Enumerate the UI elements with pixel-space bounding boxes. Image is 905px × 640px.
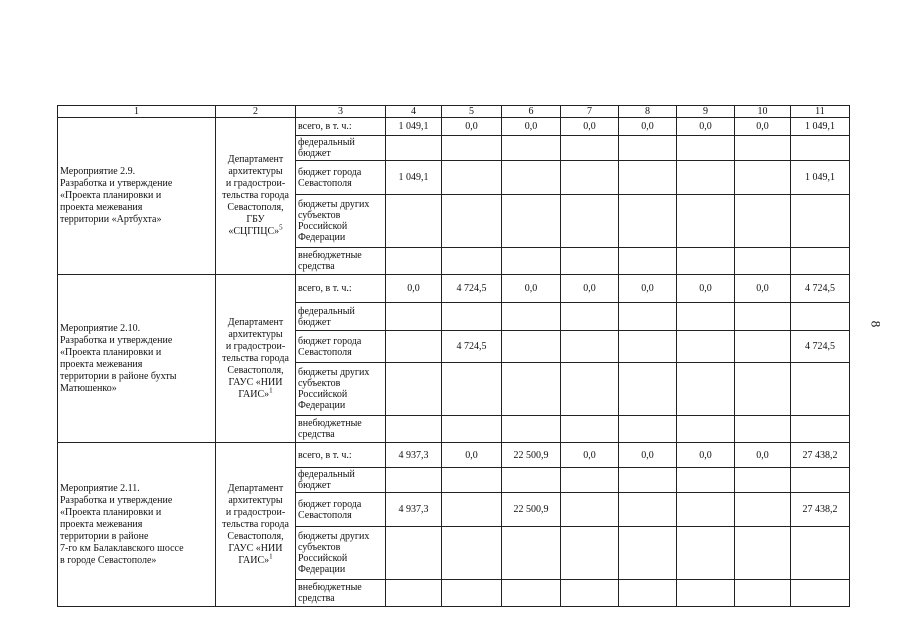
amount-cell bbox=[502, 331, 561, 363]
column-header: 6 bbox=[502, 106, 561, 118]
amount-cell: 0,0 bbox=[677, 443, 735, 468]
text-line: Департамент bbox=[227, 316, 284, 328]
amount-cell: 1 049,1 bbox=[386, 161, 442, 195]
amount-cell bbox=[619, 363, 677, 416]
funding-source-federal bbox=[296, 303, 386, 331]
amount-cell bbox=[502, 416, 561, 443]
amount-cell bbox=[386, 248, 442, 275]
amount-cell: 22 500,9 bbox=[502, 443, 561, 468]
amount-cell: 4 937,3 bbox=[386, 443, 442, 468]
text-line: проекта межевания bbox=[60, 358, 143, 370]
amount-cell bbox=[386, 416, 442, 443]
amount-cell bbox=[442, 136, 502, 161]
amount-cell: 0,0 bbox=[619, 118, 677, 136]
text-line: тельства города bbox=[222, 190, 289, 201]
header-row bbox=[58, 106, 850, 118]
amount-cell: 4 724,5 bbox=[791, 331, 850, 363]
text-line: бюджет bbox=[298, 480, 331, 491]
amount-cell: 27 438,2 bbox=[791, 493, 850, 527]
amount-cell bbox=[735, 248, 791, 275]
text-line: «Проекта планировки и bbox=[60, 190, 162, 201]
funding-source-extra bbox=[296, 416, 386, 443]
funding-source-other bbox=[296, 195, 386, 248]
amount-cell: 0,0 bbox=[442, 443, 502, 468]
amount-cell bbox=[386, 363, 442, 416]
text-line: средства bbox=[298, 429, 335, 440]
amount-cell bbox=[735, 580, 791, 607]
amount-cell bbox=[619, 248, 677, 275]
amount-cell bbox=[442, 363, 502, 416]
text-line: субъектов bbox=[298, 378, 341, 389]
text-line: в городе Севастополе» bbox=[60, 554, 157, 566]
amount-cell bbox=[386, 527, 442, 580]
funding-source-federal bbox=[296, 136, 386, 161]
text-line: бюджет bbox=[298, 316, 331, 328]
amount-cell bbox=[735, 527, 791, 580]
amount-cell bbox=[619, 136, 677, 161]
footnote-ref: 1 bbox=[269, 552, 273, 561]
table-row bbox=[58, 275, 850, 303]
text-line: внебюджетные bbox=[298, 582, 362, 593]
amount-cell bbox=[791, 416, 850, 443]
text-line: Мероприятие 2.10. bbox=[60, 322, 141, 334]
column-header: 9 bbox=[677, 106, 735, 118]
text-line: внебюджетные bbox=[298, 250, 362, 261]
text-line: Федерации bbox=[298, 232, 346, 243]
text-line: Севастополя, bbox=[227, 364, 284, 376]
text-line: Департамент bbox=[227, 154, 284, 165]
text-line: Севастополя bbox=[298, 177, 352, 189]
amount-cell bbox=[442, 493, 502, 527]
amount-cell: 4 724,5 bbox=[442, 331, 502, 363]
amount-cell bbox=[791, 248, 850, 275]
amount-cell bbox=[791, 527, 850, 580]
amount-cell bbox=[386, 580, 442, 607]
amount-cell: 0,0 bbox=[677, 275, 735, 303]
amount-cell bbox=[386, 303, 442, 331]
funding-source-city bbox=[296, 161, 386, 195]
text-line: и градострои- bbox=[225, 340, 286, 352]
amount-cell bbox=[561, 363, 619, 416]
funding-source-extra bbox=[296, 580, 386, 607]
amount-cell: 0,0 bbox=[619, 275, 677, 303]
measure-name bbox=[58, 118, 216, 275]
text-line: архитектуры bbox=[228, 166, 283, 177]
text-line: архитектуры bbox=[228, 494, 283, 506]
amount-cell bbox=[735, 303, 791, 331]
amount-cell bbox=[561, 303, 619, 331]
text-line: внебюджетные bbox=[298, 418, 362, 429]
text-line: «Проекта планировки и bbox=[60, 346, 162, 358]
column-header: 1 bbox=[58, 106, 216, 118]
budget-table bbox=[57, 105, 850, 607]
amount-cell bbox=[561, 468, 619, 493]
text-line: бюджеты других bbox=[298, 531, 370, 542]
column-header: 11 bbox=[791, 106, 850, 118]
amount-cell: 0,0 bbox=[386, 275, 442, 303]
text-line: Севастополя bbox=[298, 509, 352, 521]
amount-cell bbox=[561, 580, 619, 607]
text-line: Департамент bbox=[227, 482, 284, 494]
amount-cell bbox=[561, 416, 619, 443]
amount-cell: 0,0 bbox=[619, 443, 677, 468]
text-line: Севастополя bbox=[298, 346, 352, 358]
amount-cell bbox=[386, 195, 442, 248]
text-line: территории в районе бухты bbox=[60, 370, 177, 382]
amount-cell bbox=[442, 303, 502, 331]
amount-cell bbox=[677, 331, 735, 363]
amount-cell bbox=[502, 248, 561, 275]
amount-cell bbox=[735, 331, 791, 363]
amount-cell bbox=[561, 248, 619, 275]
amount-cell bbox=[502, 363, 561, 416]
amount-cell bbox=[619, 416, 677, 443]
amount-cell: 27 438,2 bbox=[791, 443, 850, 468]
text-line: Севастополя, bbox=[227, 202, 284, 213]
text-line: тельства города bbox=[222, 352, 289, 364]
text-line: территории в районе bbox=[60, 530, 149, 542]
text-line: 7-го км Балаклавского шоссе bbox=[60, 542, 184, 554]
amount-cell bbox=[735, 493, 791, 527]
text-line: ГАИС»$^1$ bbox=[238, 386, 273, 400]
amount-cell: 22 500,9 bbox=[502, 493, 561, 527]
text-line: территории «Артбухта» bbox=[60, 214, 162, 225]
amount-cell bbox=[619, 303, 677, 331]
text-line: Разработка и утверждение bbox=[60, 494, 173, 506]
amount-cell bbox=[619, 493, 677, 527]
amount-cell bbox=[442, 195, 502, 248]
amount-cell bbox=[735, 195, 791, 248]
responsible-department bbox=[216, 443, 296, 607]
amount-cell: 1 049,1 bbox=[791, 118, 850, 136]
measure-name bbox=[58, 275, 216, 443]
text-line: бюджет города bbox=[298, 335, 362, 347]
funding-source-city bbox=[296, 493, 386, 527]
amount-cell bbox=[502, 195, 561, 248]
column-header: 5 bbox=[442, 106, 502, 118]
amount-cell bbox=[502, 580, 561, 607]
text-line: Севастополя, bbox=[227, 530, 284, 542]
amount-cell: 0,0 bbox=[677, 118, 735, 136]
amount-cell bbox=[386, 331, 442, 363]
amount-cell bbox=[561, 195, 619, 248]
responsible-department bbox=[216, 275, 296, 443]
amount-cell bbox=[677, 416, 735, 443]
funding-source-total bbox=[296, 118, 386, 136]
text-line: средства bbox=[298, 261, 335, 272]
amount-cell bbox=[442, 468, 502, 493]
text-line: Федерации bbox=[298, 400, 346, 411]
amount-cell bbox=[735, 468, 791, 493]
text-line: ГАУС «НИИ bbox=[228, 542, 283, 554]
amount-cell bbox=[561, 161, 619, 195]
amount-cell: 0,0 bbox=[502, 275, 561, 303]
amount-cell: 0,0 bbox=[735, 443, 791, 468]
amount-cell bbox=[442, 161, 502, 195]
text-line: «СЦГПЦС»$^5$ bbox=[228, 223, 283, 237]
text-line: проекта межевания bbox=[60, 202, 143, 213]
text-line: субъектов bbox=[298, 542, 341, 553]
amount-cell: 0,0 bbox=[735, 118, 791, 136]
text-line: и градострои- bbox=[225, 178, 286, 189]
text-line: архитектуры bbox=[228, 328, 283, 340]
amount-cell bbox=[561, 136, 619, 161]
amount-cell bbox=[791, 363, 850, 416]
funding-source-federal bbox=[296, 468, 386, 493]
text-line: всего, в т. ч.: bbox=[298, 283, 352, 294]
amount-cell bbox=[502, 161, 561, 195]
amount-cell bbox=[502, 527, 561, 580]
amount-cell bbox=[677, 161, 735, 195]
text-line: тельства города bbox=[222, 518, 289, 530]
amount-cell bbox=[619, 580, 677, 607]
funding-source-extra bbox=[296, 248, 386, 275]
amount-cell bbox=[561, 493, 619, 527]
amount-cell: 4 724,5 bbox=[442, 275, 502, 303]
amount-cell: 0,0 bbox=[561, 118, 619, 136]
amount-cell: 4 724,5 bbox=[791, 275, 850, 303]
text-line: Разработка и утверждение bbox=[60, 334, 173, 346]
text-line: Разработка и утверждение bbox=[60, 178, 173, 189]
text-line: «Проекта планировки и bbox=[60, 506, 162, 518]
funding-source-total bbox=[296, 443, 386, 468]
amount-cell: 0,0 bbox=[561, 443, 619, 468]
amount-cell bbox=[561, 331, 619, 363]
text-line: Федерации bbox=[298, 564, 346, 575]
text-line: Российской bbox=[298, 553, 348, 564]
amount-cell bbox=[442, 527, 502, 580]
amount-cell: 0,0 bbox=[735, 275, 791, 303]
amount-cell bbox=[677, 580, 735, 607]
text-line: Мероприятие 2.9. bbox=[60, 166, 136, 177]
amount-cell bbox=[677, 363, 735, 416]
amount-cell bbox=[677, 303, 735, 331]
text-line: Матюшенко» bbox=[60, 382, 117, 394]
text-line: бюджет города bbox=[298, 166, 362, 178]
funding-source-other bbox=[296, 527, 386, 580]
text-line: Российской bbox=[298, 389, 348, 400]
amount-cell bbox=[791, 468, 850, 493]
amount-cell bbox=[735, 416, 791, 443]
footnote-ref: 1 bbox=[269, 386, 273, 395]
amount-cell bbox=[677, 136, 735, 161]
amount-cell: 1 049,1 bbox=[791, 161, 850, 195]
amount-cell bbox=[735, 161, 791, 195]
column-header: 3 bbox=[296, 106, 386, 118]
text-line: ГАУС «НИИ bbox=[228, 376, 283, 388]
measure-name bbox=[58, 443, 216, 607]
column-header: 8 bbox=[619, 106, 677, 118]
text-line: федеральный bbox=[298, 137, 355, 148]
funding-source-city bbox=[296, 331, 386, 363]
column-header: 7 bbox=[561, 106, 619, 118]
text-line: субъектов bbox=[298, 210, 341, 221]
amount-cell: 0,0 bbox=[561, 275, 619, 303]
page-number: 8 bbox=[868, 320, 884, 328]
text-line: бюджеты других bbox=[298, 199, 370, 210]
text-line: всего, в т. ч.: bbox=[298, 449, 352, 461]
amount-cell: 1 049,1 bbox=[386, 118, 442, 136]
table-row bbox=[58, 118, 850, 136]
amount-cell bbox=[619, 527, 677, 580]
text-line: Мероприятие 2.11. bbox=[60, 482, 140, 494]
amount-cell bbox=[502, 136, 561, 161]
amount-cell bbox=[442, 580, 502, 607]
amount-cell bbox=[677, 248, 735, 275]
amount-cell bbox=[619, 468, 677, 493]
amount-cell bbox=[386, 136, 442, 161]
text-line: бюджет bbox=[298, 148, 331, 159]
amount-cell bbox=[677, 527, 735, 580]
text-line: федеральный bbox=[298, 305, 355, 317]
amount-cell bbox=[442, 248, 502, 275]
funding-source-other bbox=[296, 363, 386, 416]
amount-cell: 0,0 bbox=[502, 118, 561, 136]
text-line: бюджеты других bbox=[298, 367, 370, 378]
amount-cell bbox=[561, 527, 619, 580]
amount-cell bbox=[791, 580, 850, 607]
column-header: 4 bbox=[386, 106, 442, 118]
amount-cell bbox=[442, 416, 502, 443]
table-row bbox=[58, 443, 850, 468]
responsible-department bbox=[216, 118, 296, 275]
amount-cell bbox=[619, 161, 677, 195]
amount-cell bbox=[791, 195, 850, 248]
amount-cell: 0,0 bbox=[442, 118, 502, 136]
column-header: 2 bbox=[216, 106, 296, 118]
amount-cell bbox=[502, 303, 561, 331]
amount-cell bbox=[791, 136, 850, 161]
amount-cell bbox=[735, 136, 791, 161]
amount-cell bbox=[677, 493, 735, 527]
text-line: и градострои- bbox=[225, 506, 286, 518]
amount-cell bbox=[677, 195, 735, 248]
amount-cell bbox=[502, 468, 561, 493]
amount-cell bbox=[735, 363, 791, 416]
amount-cell bbox=[619, 195, 677, 248]
column-header: 10 bbox=[735, 106, 791, 118]
text-line: бюджет города bbox=[298, 498, 362, 510]
amount-cell bbox=[619, 331, 677, 363]
amount-cell bbox=[386, 468, 442, 493]
text-line: федеральный bbox=[298, 469, 355, 480]
text-line: Российской bbox=[298, 221, 348, 232]
footnote-ref: 5 bbox=[279, 223, 283, 232]
amount-cell: 4 937,3 bbox=[386, 493, 442, 527]
text-line: проекта межевания bbox=[60, 518, 143, 530]
text-line: ГАИС»$^1$ bbox=[238, 552, 273, 566]
text-line: средства bbox=[298, 593, 335, 604]
text-line: всего, в т. ч.: bbox=[298, 121, 352, 132]
funding-source-total bbox=[296, 275, 386, 303]
amount-cell bbox=[791, 303, 850, 331]
text-line: ГБУ bbox=[246, 214, 265, 225]
amount-cell bbox=[677, 468, 735, 493]
